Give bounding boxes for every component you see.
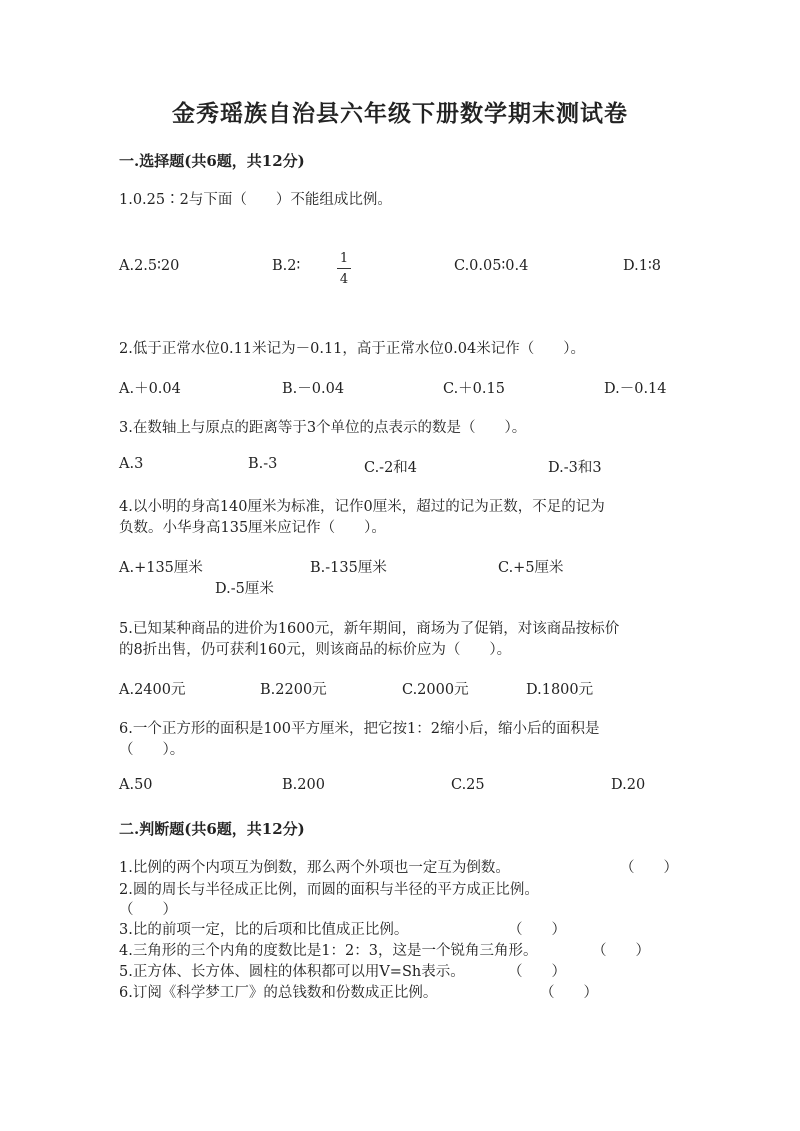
question-5-line-1: 5.已知某种商品的进价为1600元，新年期间，商场为了促销，对该商品按标价 bbox=[119, 621, 620, 637]
question-6-option-c: C.25 bbox=[451, 777, 485, 793]
judgement-item-1: 1.比例的两个内项互为倒数，那么两个外项也一定互为倒数。 bbox=[119, 860, 510, 876]
judgement-item-4-paren: （ ） bbox=[592, 943, 650, 959]
question-1-option-b: B.2∶ bbox=[272, 258, 301, 274]
question-1-line-1: 1.0.25∶2与下面（ ）不能组成比例。 bbox=[119, 192, 392, 208]
question-4-option-b: B.-135厘米 bbox=[310, 560, 387, 576]
question-2-line-1: 2.低于正常水位0.11米记为－0.11，高于正常水位0.04米记作（ ）。 bbox=[119, 341, 585, 357]
question-4-option-a: A.+135厘米 bbox=[119, 560, 203, 576]
question-2-option-b: B.－0.04 bbox=[282, 381, 345, 397]
question-4-line-2: 负数。小华身高135厘米应记作（ ）。 bbox=[119, 520, 386, 536]
question-3-option-b: B.-3 bbox=[248, 456, 278, 472]
judgement-item-6-paren: （ ） bbox=[540, 985, 598, 1001]
question-4-line-1: 4.以小明的身高140厘米为标准，记作0厘米，超过的记为正数，不足的记为 bbox=[119, 499, 605, 515]
question-2-option-d: D.－0.14 bbox=[604, 381, 667, 397]
judgement-item-3: 3.比的前项一定，比的后项和比值成正比例。 bbox=[119, 922, 409, 938]
question-5-line-2: 的8折出售，仍可获利160元，则该商品的标价应为（ ）。 bbox=[119, 642, 512, 658]
judgement-item-5: 5.正方体、长方体、圆柱的体积都可以用V=Sh表示。 bbox=[119, 964, 465, 980]
fraction-numerator: 1 bbox=[339, 251, 349, 266]
question-1-fraction bbox=[337, 252, 351, 286]
judgement-item-1-paren: （ ） bbox=[620, 860, 678, 876]
question-4-option-d: D.-5厘米 bbox=[215, 581, 274, 597]
page-title: 金秀瑶族自治县六年级下册数学期末测试卷 bbox=[172, 100, 628, 127]
question-3-option-d: D.-3和3 bbox=[548, 460, 602, 476]
question-5-option-c: C.2000元 bbox=[402, 682, 469, 698]
judgement-item-6: 6.订阅《科学梦工厂》的总钱数和份数成正比例。 bbox=[119, 985, 438, 1001]
question-1-option-a: A.2.5∶20 bbox=[119, 258, 180, 274]
section-heading-choice: 一.选择题(共6题，共12分) bbox=[119, 152, 305, 170]
question-2-option-a: A.＋0.04 bbox=[119, 381, 181, 397]
judgement-item-4: 4.三角形的三个内角的度数比是1：2：3，这是一个锐角三角形。 bbox=[119, 943, 538, 959]
question-1-option-c: C.0.05∶0.4 bbox=[454, 258, 529, 274]
judgement-item-3-paren: （ ） bbox=[508, 922, 566, 938]
question-3-option-a: A.3 bbox=[119, 456, 144, 472]
section-heading-judgement: 二.判断题(共6题，共12分) bbox=[119, 820, 305, 838]
fraction-bar bbox=[337, 268, 351, 269]
question-6-option-b: B.200 bbox=[282, 777, 325, 793]
question-6-line-2: （ ）。 bbox=[119, 742, 185, 758]
question-6-option-d: D.20 bbox=[611, 777, 646, 793]
judgement-item-2-paren: （ ） bbox=[119, 902, 177, 918]
question-5-option-d: D.1800元 bbox=[526, 682, 594, 698]
question-3-option-c: C.-2和4 bbox=[364, 460, 418, 476]
fraction-denominator: 4 bbox=[339, 272, 349, 287]
question-6-option-a: A.50 bbox=[119, 777, 153, 793]
question-4-option-c: C.+5厘米 bbox=[498, 560, 564, 576]
question-6-line-1: 6.一个正方形的面积是100平方厘米，把它按1：2缩小后，缩小后的面积是 bbox=[119, 721, 600, 737]
question-2-option-c: C.＋0.15 bbox=[443, 381, 505, 397]
question-1-option-d: D.1∶8 bbox=[623, 258, 661, 274]
judgement-item-2: 2.圆的周长与半径成正比例，而圆的面积与半径的平方成正比例。 bbox=[119, 882, 539, 898]
question-3-line-1: 3.在数轴上与原点的距离等于3个单位的点表示的数是（ ）。 bbox=[119, 420, 527, 436]
question-5-option-a: A.2400元 bbox=[119, 682, 186, 698]
question-5-option-b: B.2200元 bbox=[260, 682, 327, 698]
judgement-item-5-paren: （ ） bbox=[508, 964, 566, 980]
